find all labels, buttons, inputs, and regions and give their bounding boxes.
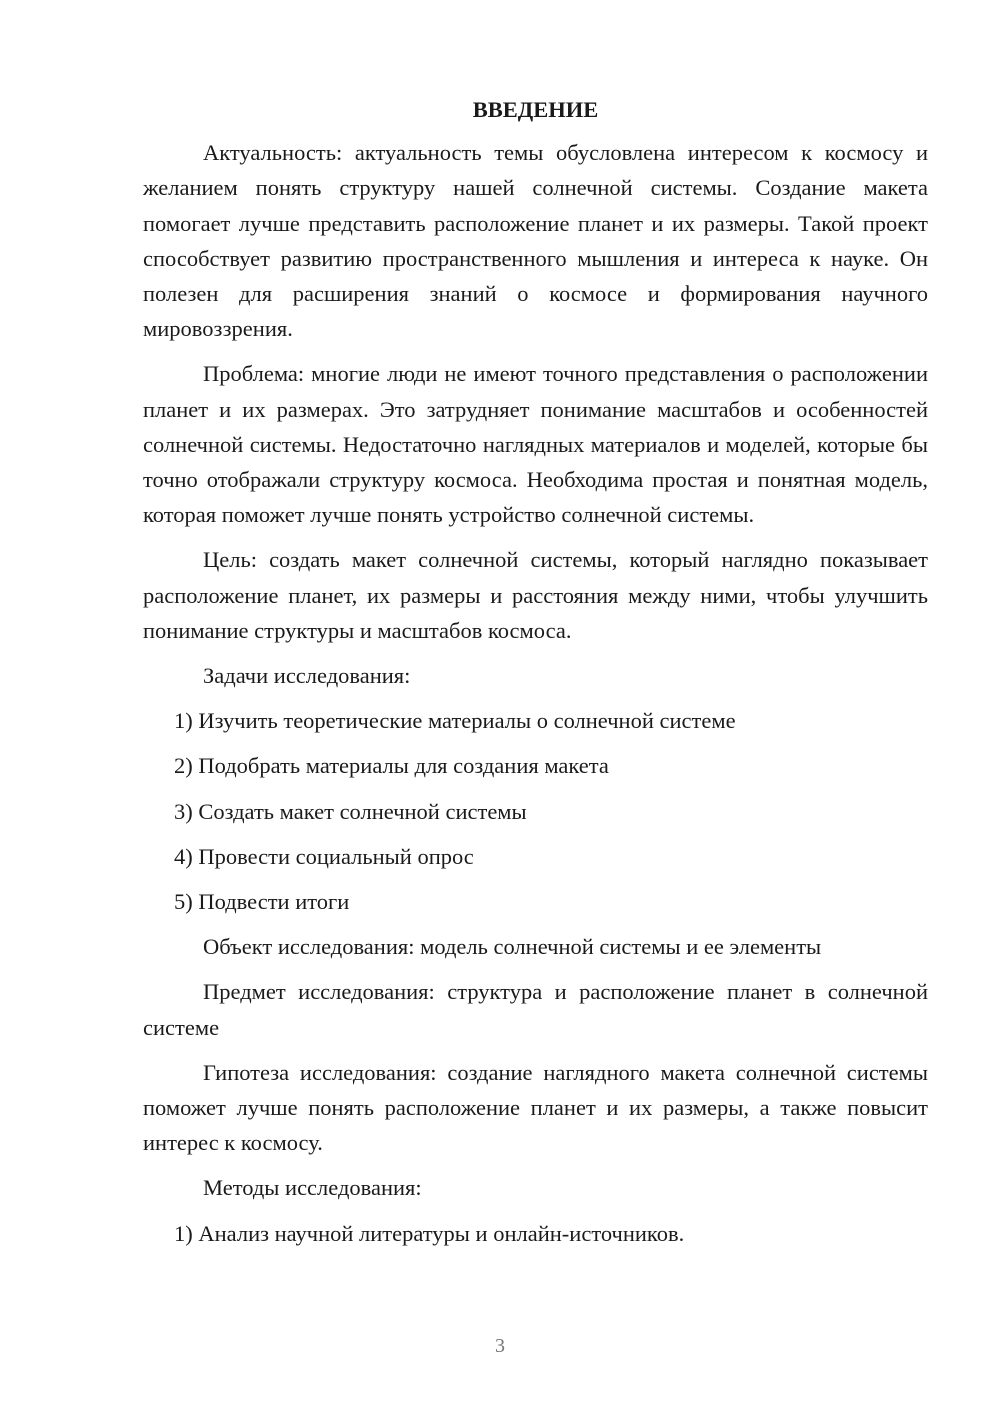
- list-item: 5) Подвести итоги: [174, 889, 350, 915]
- section-title: ВВЕДЕНИЕ: [472, 97, 599, 122]
- subject-paragraph: Предмет исследования: структура и расположение планет в солнечной системе: [143, 979, 928, 1040]
- document-page: [143, 92, 928, 1261]
- tasks-heading: Задачи исследования:: [203, 663, 411, 689]
- relevance-paragraph: Актуальность: актуальность темы обусловлена интересом к космосу и желанием понять структуру нашей солнечной системы. Создание макета помогает лучше представить расположение планет и их размеры. Такой проект способствует развитию пространственного мышления и интереса к науке. Он полезен для расширения знаний о космосе и формирования научного мировоззрения.: [143, 140, 928, 342]
- page-number: 3: [495, 1335, 505, 1357]
- methods-list: [143, 1216, 928, 1251]
- list-item: 1) Изучить теоретические материалы о солнечной системе: [174, 708, 736, 734]
- object-line: Объект исследования: модель солнечной системы и ее элементы: [203, 934, 822, 960]
- methods-heading: Методы исследования:: [203, 1175, 422, 1201]
- list-item: 1) Анализ научной литературы и онлайн-источников.: [174, 1220, 685, 1246]
- problem-paragraph: Проблема: многие люди не имеют точного представления о расположении планет и их размерах. Это затрудняет понимание масштабов и особенностей солнечной системы. Недостаточно наглядных материалов и моделей, которые бы точно отображали структуру космоса. Необходима простая и понятная модель, которая поможет лучше понять устройство солнечной системы.: [143, 361, 928, 528]
- goal-paragraph: Цель: создать макет солнечной системы, который наглядно показывает расположение планет, их размеры и расстояния между ними, чтобы улучшить понимание структуры и масштабов космоса.: [143, 547, 928, 643]
- tasks-list: [143, 703, 928, 919]
- hypothesis-paragraph: Гипотеза исследования: создание наглядного макета солнечной системы поможет лучше понять расположение планет и их размеры, а также повысит интерес к космосу.: [143, 1059, 928, 1156]
- list-item: 2) Подобрать материалы для создания макета: [174, 753, 609, 779]
- list-item: 3) Создать макет солнечной системы: [174, 798, 527, 824]
- list-item: 4) Провести социальный опрос: [174, 843, 474, 869]
